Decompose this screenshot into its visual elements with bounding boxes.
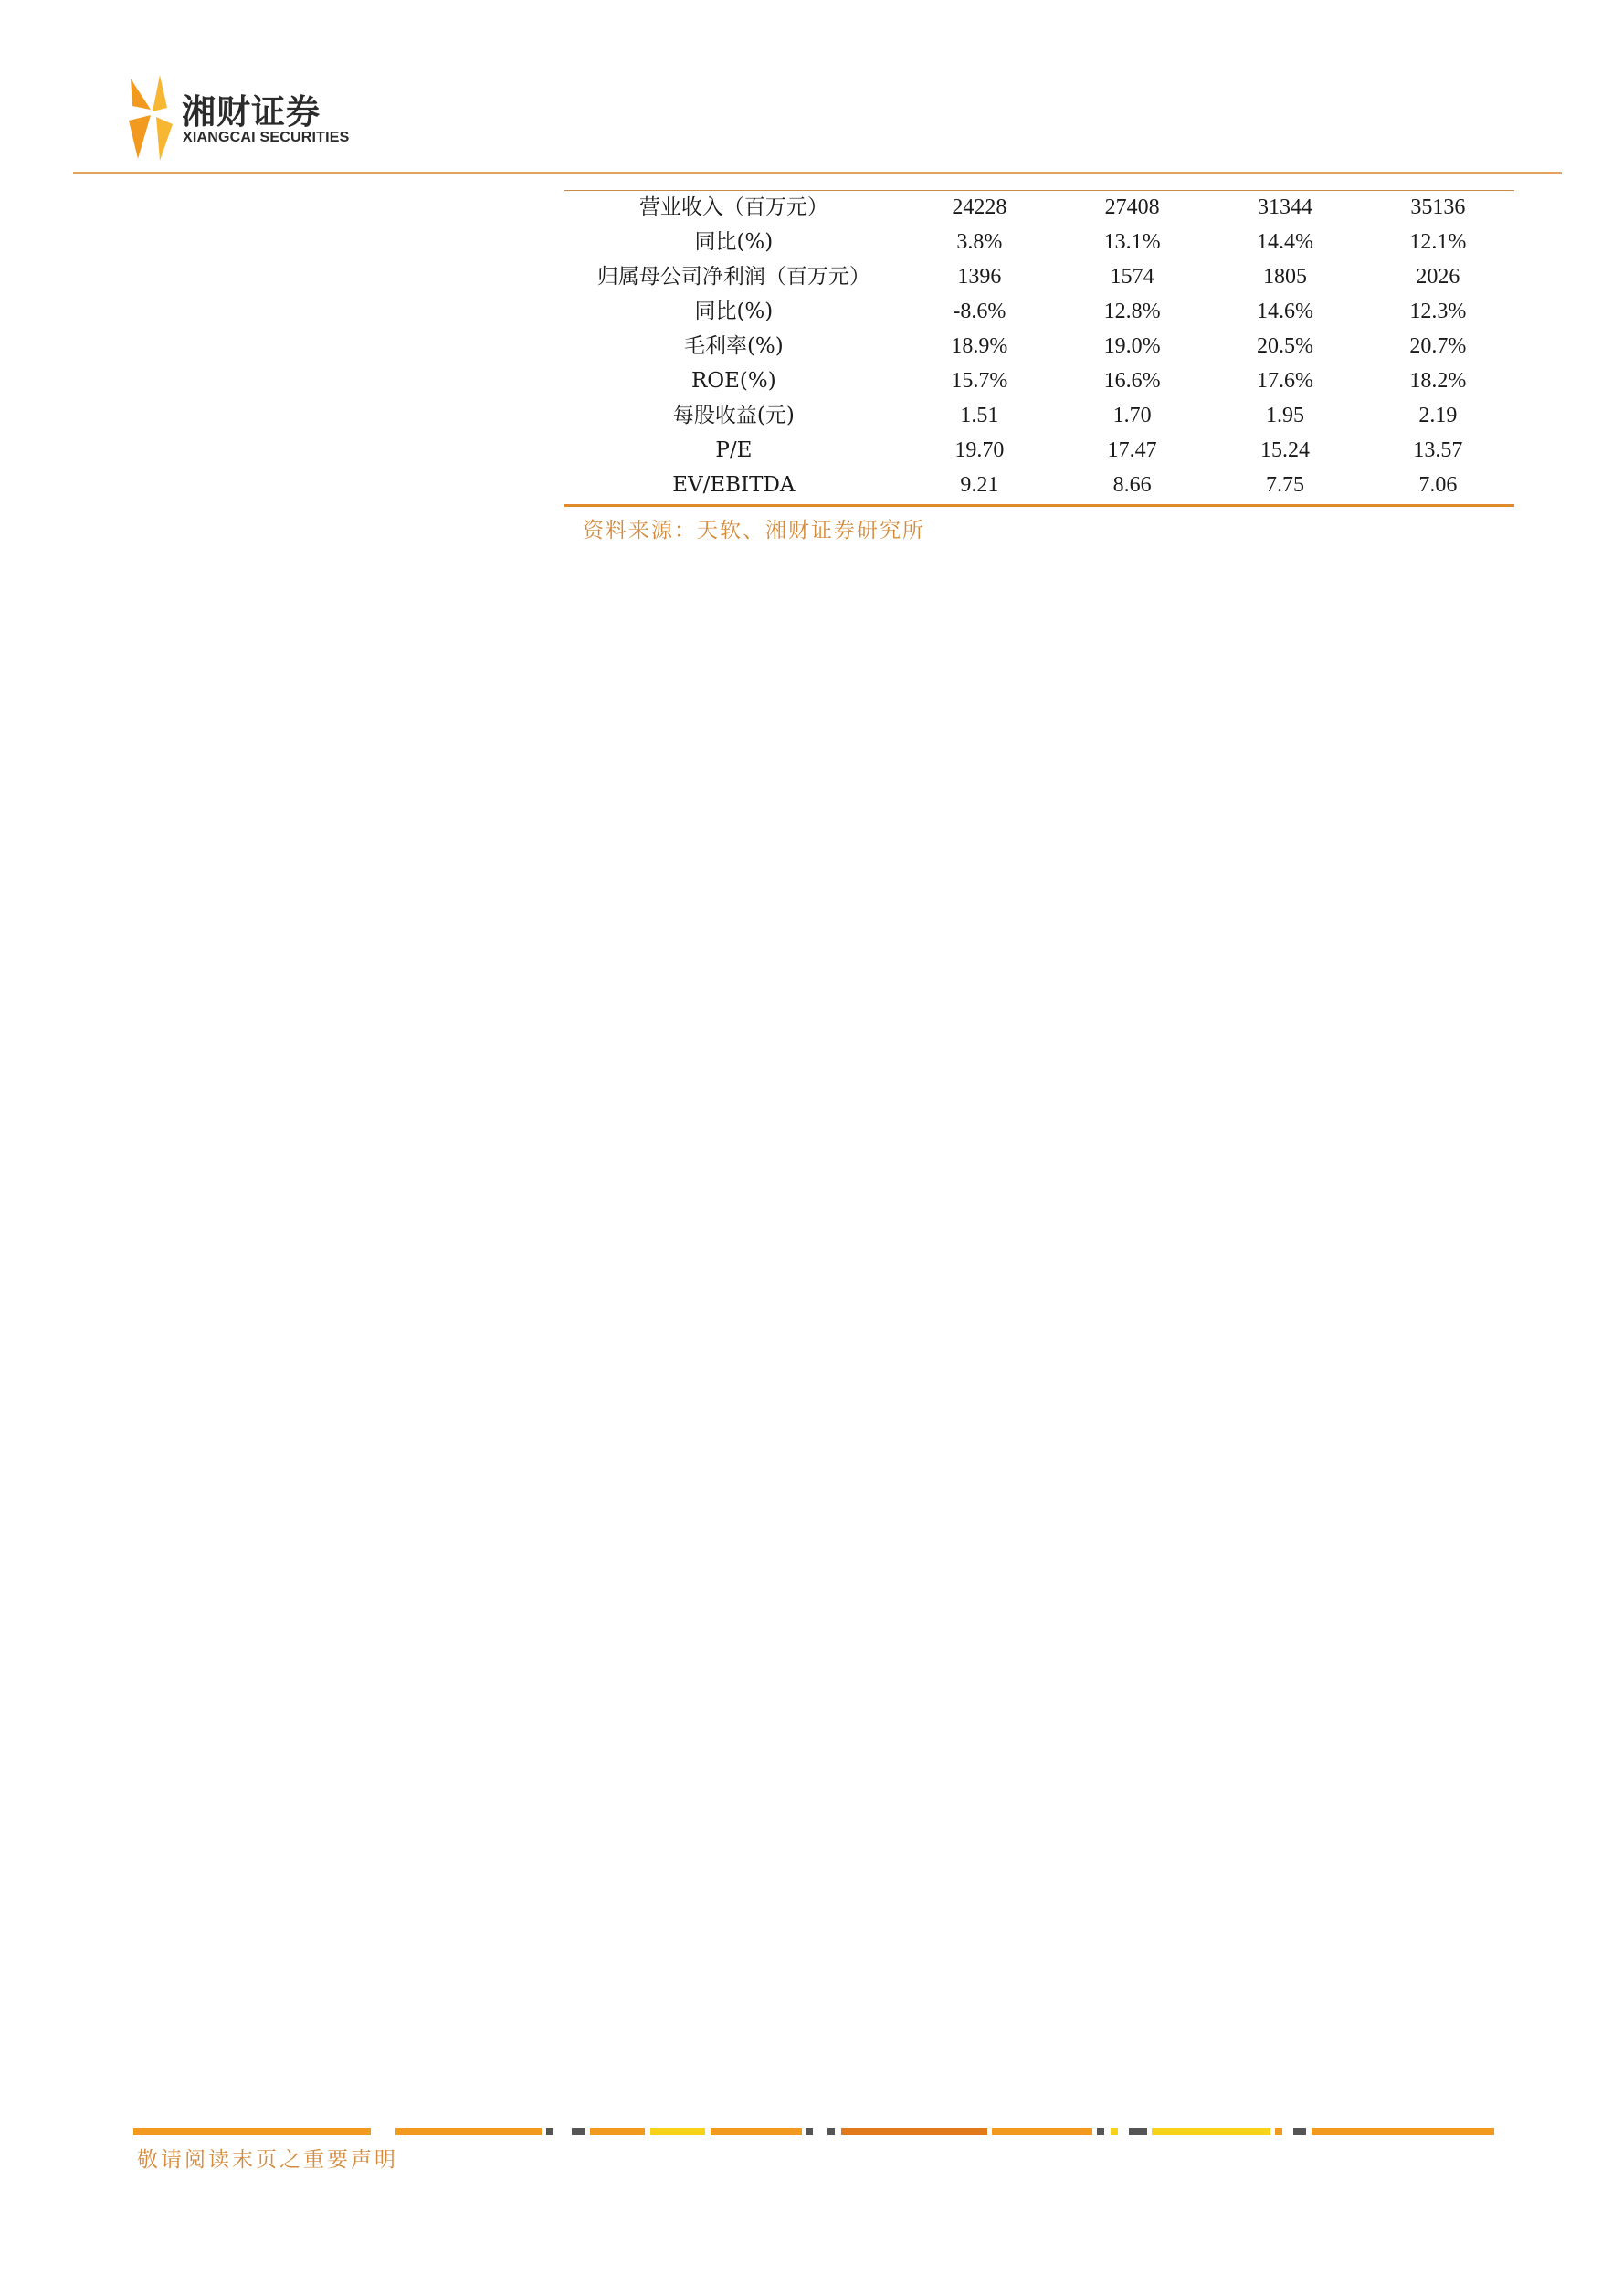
row-value: 35136 (1410, 195, 1466, 219)
table-row (564, 190, 1514, 225)
company-logo (123, 71, 361, 167)
table-source: 资料来源：天软、湘财证券研究所 (583, 519, 925, 542)
table-row (564, 363, 1514, 398)
financial-forecast-table (564, 190, 1514, 502)
row-value: 16.6% (1103, 369, 1161, 393)
row-label: 同比(%) (694, 300, 774, 323)
row-value: 2026 (1416, 265, 1460, 289)
row-value: -8.6% (953, 300, 1006, 323)
row-value: 7.75 (1265, 473, 1304, 497)
row-value: 1.70 (1112, 404, 1152, 427)
row-value: 1805 (1262, 265, 1307, 289)
table-row (564, 329, 1514, 363)
table-row (564, 433, 1514, 468)
table-row (564, 468, 1514, 502)
row-label: 每股收益(元) (672, 404, 795, 427)
row-label: P/E (715, 438, 753, 462)
row-value: 18.9% (951, 334, 1008, 358)
row-label: 营业收入（百万元） (638, 195, 828, 219)
row-value: 12.1% (1409, 230, 1467, 254)
row-value: 13.57 (1413, 438, 1463, 462)
row-label: 毛利率(%) (683, 334, 784, 358)
row-value: 14.6% (1256, 300, 1313, 323)
table-row (564, 225, 1514, 259)
row-value: 15.24 (1259, 438, 1310, 462)
row-value: 20.5% (1256, 334, 1313, 358)
footer-disclaimer: 敬请阅读末页之重要声明 (137, 2148, 398, 2172)
row-value: 18.2% (1409, 369, 1467, 393)
table-row (564, 398, 1514, 433)
row-value: 7.06 (1418, 473, 1458, 497)
row-value: 1574 (1110, 265, 1154, 289)
header-divider (73, 172, 1562, 174)
row-value: 17.6% (1256, 369, 1313, 393)
xiangcai-logo-icon (123, 71, 178, 163)
row-value: 1.51 (960, 404, 999, 427)
row-value: 12.8% (1103, 300, 1161, 323)
row-value: 13.1% (1103, 230, 1161, 254)
row-label: EV/EBITDA (672, 473, 796, 497)
brand-name-cn: 湘财证券 (182, 92, 321, 132)
row-value: 20.7% (1409, 334, 1467, 358)
row-value: 31344 (1257, 195, 1312, 219)
row-label: ROE(%) (690, 369, 776, 393)
row-value: 3.8% (956, 230, 1003, 254)
row-label: 归属母公司净利润（百万元） (596, 265, 870, 289)
row-value: 1.95 (1265, 404, 1304, 427)
row-value: 17.47 (1107, 438, 1157, 462)
table-bottom-rule (564, 504, 1514, 507)
row-value: 15.7% (951, 369, 1008, 393)
row-value: 12.3% (1409, 300, 1467, 323)
row-value: 1396 (957, 265, 1002, 289)
table-row (564, 259, 1514, 294)
row-label: 同比(%) (694, 230, 774, 254)
footer-stripe (133, 2128, 1494, 2135)
row-value: 8.66 (1112, 473, 1152, 497)
brand-name-en: XIANGCAI SECURITIES (183, 130, 350, 145)
table-row (564, 294, 1514, 329)
row-value: 27408 (1104, 195, 1160, 219)
row-value: 14.4% (1256, 230, 1313, 254)
row-value: 2.19 (1418, 404, 1458, 427)
row-value: 19.0% (1103, 334, 1161, 358)
row-value: 19.70 (954, 438, 1005, 462)
row-value: 9.21 (960, 473, 999, 497)
row-value: 24228 (952, 195, 1007, 219)
